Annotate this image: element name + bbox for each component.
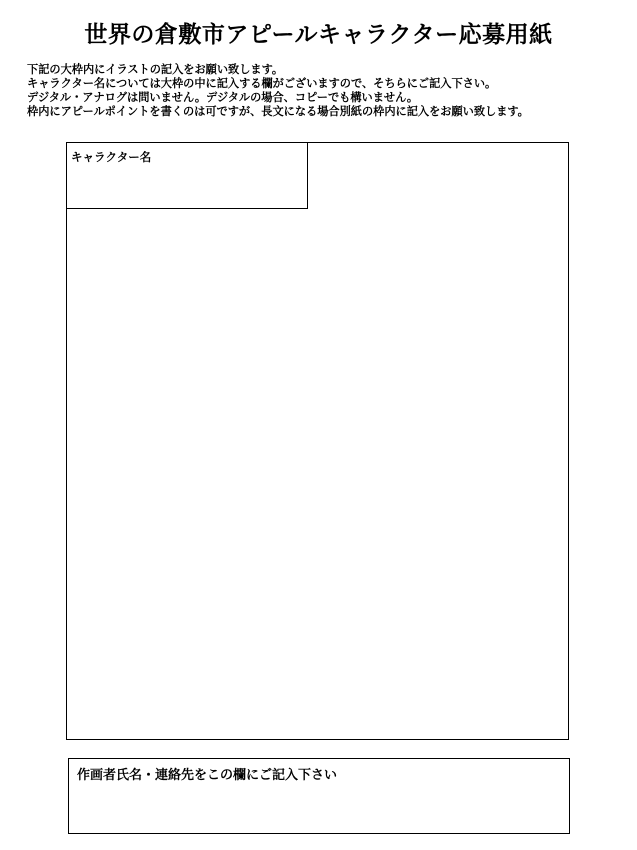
artist-contact-label: 作画者氏名・連絡先をこの欄にご記入下さい [77,768,338,783]
instruction-line: キャラクター名については大枠の中に記入する欄がございますので、そちらにご記入下さい。 [27,77,497,90]
character-name-field[interactable] [66,142,308,209]
instruction-line: デジタル・アナログは問いません。デジタルの場合、コピーでも構いません。 [27,91,419,104]
illustration-drawing-area[interactable] [66,142,569,740]
instruction-line: 下記の大枠内にイラストの記入をお願い致します。 [27,63,284,76]
artist-contact-field[interactable] [68,758,570,834]
instruction-line: 枠内にアピールポイントを書くのは可ですが、長文になる場合別紙の枠内に記入をお願い致します。 [27,105,529,118]
form-title: 世界の倉敷市アピールキャラクター応募用紙 [84,22,553,48]
character-name-label: キャラクター名 [71,150,152,164]
instructions-block [27,63,627,119]
